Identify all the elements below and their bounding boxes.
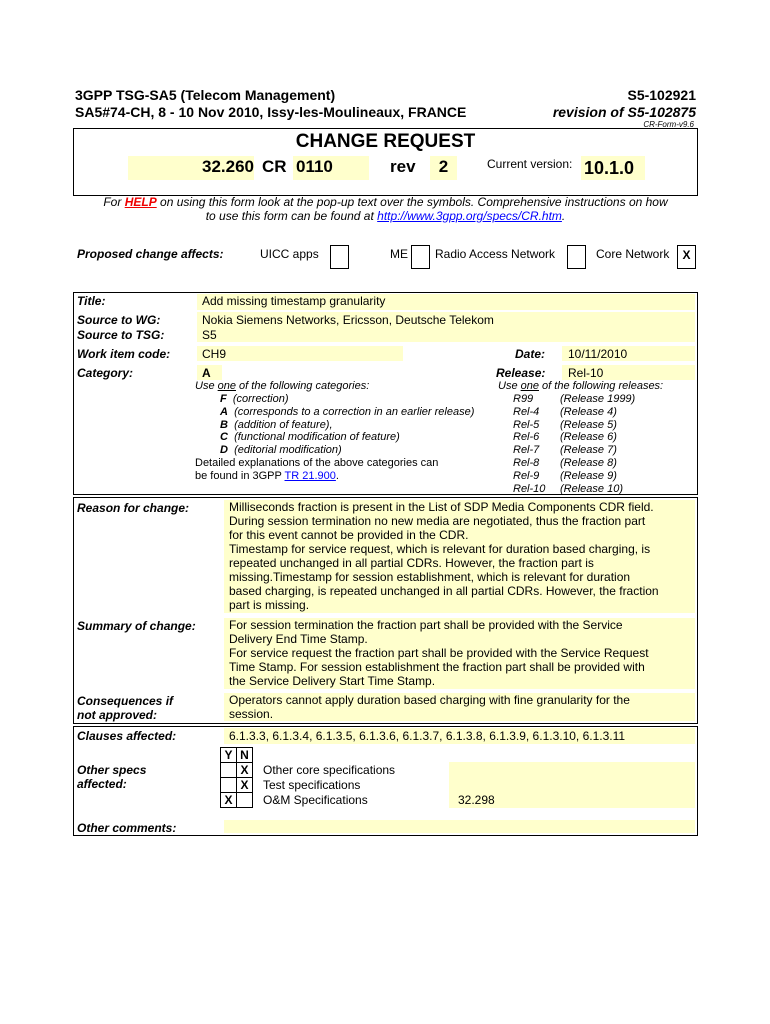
other-specs-label — [77, 763, 146, 791]
category-item — [220, 393, 474, 406]
release-code: Rel-8 — [513, 456, 540, 469]
category-code: C — [220, 431, 228, 444]
reason-line: Timestamp for service request, which is relevant for duration based charging, is — [229, 542, 651, 556]
affects-me-label: ME — [390, 247, 408, 261]
revision-of: revision of S5-102875 — [552, 104, 696, 120]
source-tsg-field[interactable] — [197, 328, 695, 342]
reason-line: for this event cannot be provided in the CDR. — [229, 528, 469, 542]
affects-me-checkbox[interactable] — [411, 245, 430, 269]
release-desc: (Release 10) — [560, 482, 623, 495]
category-desc: (editorial modification) — [234, 444, 342, 457]
releases-intro-text: of the following releases: — [542, 380, 664, 392]
releases-descs — [560, 393, 635, 495]
category-code: F — [220, 393, 227, 405]
category-code: D — [220, 444, 228, 457]
other-spec-label: Test specifications — [263, 778, 361, 792]
cr-form-link[interactable]: http://www.3gpp.org/specs/CR.htm — [377, 209, 562, 223]
summary-line: Time Stamp. For session establishment the fraction part shall be provided with — [229, 660, 645, 674]
doc-number: S5-102921 — [627, 87, 696, 103]
category-item — [220, 444, 474, 457]
release-code: R99 — [513, 393, 534, 405]
affects-ran-checkbox[interactable] — [567, 245, 586, 269]
consequences-field[interactable] — [224, 693, 695, 721]
meeting-location: SA5#74-CH, 8 - 10 Nov 2010, Issy-les-Moulineaux, FRANCE — [75, 104, 467, 120]
release-code: Rel-5 — [513, 418, 540, 431]
spec-number: 32.260 — [202, 157, 254, 176]
om-spec-value: 32.298 — [458, 793, 495, 807]
help-line-1 — [73, 195, 698, 209]
consequences-label-2: not approved: — [77, 708, 157, 722]
categories-intro-text: Use — [195, 380, 215, 392]
title-label: Title: — [77, 294, 106, 308]
spec-n-cell[interactable] — [237, 793, 253, 808]
release-desc: (Release 5) — [560, 418, 617, 431]
reason-field[interactable] — [224, 500, 695, 613]
release-desc: (Release 4) — [560, 405, 617, 418]
reason-line: part is missing. — [229, 598, 310, 612]
help-link[interactable]: HELP — [124, 195, 157, 209]
affects-uicc-label: UICC apps — [260, 247, 319, 261]
tr-21900-link[interactable]: TR 21.900 — [284, 470, 336, 482]
help-text: on using this form look at the pop-up text over the symbols. Comprehensive instructions on how — [160, 195, 668, 209]
reason-line: Milliseconds fraction is present in the List of SDP Media Components CDR field. — [229, 500, 654, 514]
category-code: A — [220, 405, 228, 418]
work-item-field[interactable] — [197, 346, 403, 361]
date-value: 10/11/2010 — [568, 347, 628, 361]
current-version-label: Current version: — [487, 157, 573, 171]
category-desc: (correction) — [232, 393, 289, 405]
cn-mark: X — [682, 248, 691, 262]
source-tsg-label: Source to TSG: — [77, 328, 165, 342]
spec-n-cell[interactable]: X — [237, 763, 253, 778]
categories-detail-1: Detailed explanations of the above categories can — [195, 457, 439, 469]
source-tsg-value: S5 — [202, 328, 217, 342]
release-desc: (Release 9) — [560, 469, 617, 482]
category-desc: (addition of feature), — [234, 418, 333, 431]
category-item — [220, 406, 474, 419]
cr-number: 0110 — [296, 157, 333, 176]
reason-line: repeated unchanged in all partial CDRs. However, the fraction part is — [229, 556, 594, 570]
categories-intro-text: of the following categories: — [239, 380, 370, 392]
reason-line: based charging, is repeated unchanged in all partial CDRs. However, the fraction — [229, 584, 659, 598]
release-code: Rel-9 — [513, 469, 540, 482]
rev-label: rev — [390, 157, 416, 176]
categories-detail-text: . — [335, 470, 339, 482]
release-desc: (Release 7) — [560, 444, 617, 457]
consequences-label-1: Consequences if — [77, 694, 174, 708]
release-value: Rel-10 — [568, 366, 604, 380]
affects-cn-label: Core Network — [596, 247, 670, 261]
category-code: B — [220, 418, 228, 431]
other-spec-label: Other core specifications — [263, 763, 396, 777]
category-item — [220, 431, 474, 444]
other-specs-label-2: affected: — [77, 777, 127, 791]
summary-line: For session termination the fraction part shall be provided with the Service — [229, 618, 623, 632]
summary-line: Delivery End Time Stamp. — [229, 632, 368, 646]
other-specs-grid — [220, 747, 253, 808]
summary-label: Summary of change: — [77, 619, 196, 633]
category-item — [220, 419, 474, 432]
release-code: Rel-7 — [513, 444, 540, 457]
comments-field[interactable] — [224, 820, 695, 833]
spec-n-cell[interactable]: X — [237, 778, 253, 793]
summary-field[interactable] — [224, 618, 695, 689]
rev-number: 2 — [438, 157, 449, 176]
release-desc: (Release 8) — [560, 456, 617, 469]
help-text: to use this form can be found at — [205, 209, 374, 223]
help-line-2 — [73, 209, 698, 223]
consequences-line: session. — [229, 707, 274, 721]
categories-list — [220, 393, 474, 457]
categories-intro — [195, 380, 369, 393]
categories-detail-text: be found in 3GPP — [195, 470, 282, 482]
release-desc: (Release 6) — [560, 431, 617, 444]
categories-detail-2 — [195, 470, 339, 483]
releases-intro — [498, 380, 663, 393]
consequences-line: Operators cannot apply duration based charging with fine granularity for the — [229, 693, 630, 707]
reason-label: Reason for change: — [77, 501, 190, 515]
spec-y-cell[interactable]: X — [221, 793, 237, 808]
releases-intro-text: Use — [498, 380, 518, 392]
work-item-value: CH9 — [202, 347, 227, 361]
category-desc: (functional modification of feature) — [234, 431, 400, 444]
summary-line: the Service Delivery Start Time Stamp. — [229, 674, 436, 688]
release-label: Release: — [496, 366, 546, 380]
release-desc: (Release 1999) — [560, 393, 636, 405]
form-version: CR-Form-v9.6 — [643, 120, 694, 129]
cr-label: CR — [262, 157, 287, 176]
releases-codes — [513, 393, 545, 495]
releases-intro-one: one — [520, 380, 539, 392]
current-version: 10.1.0 — [584, 158, 635, 178]
cr-title: CHANGE REQUEST — [295, 131, 476, 152]
category-desc: (corresponds to a correction in an earlier release) — [234, 405, 475, 418]
y-header: Y — [221, 748, 237, 763]
n-header: N — [237, 748, 253, 763]
summary-line: For service request the fraction part shall be provided with the Service Request — [229, 646, 649, 660]
release-code: Rel-6 — [513, 431, 540, 444]
affects-ran-label: Radio Access Network — [435, 247, 556, 261]
category-label: Category: — [77, 366, 134, 380]
other-spec-label: O&M Specifications — [263, 793, 368, 807]
comments-label: Other comments: — [77, 821, 177, 835]
reason-line: missing.Timestamp for session establishment, which is relevant for duration — [229, 570, 631, 584]
spec-y-cell[interactable] — [221, 778, 237, 793]
other-specs-label-1: Other specs — [77, 763, 147, 777]
category-value: A — [202, 366, 211, 380]
title-value: Add missing timestamp granularity — [202, 294, 386, 308]
affects-label: Proposed change affects: — [77, 247, 224, 261]
clauses-label: Clauses affected: — [77, 729, 177, 743]
consequences-label — [77, 694, 173, 722]
clauses-value: 6.1.3.3, 6.1.3.4, 6.1.3.5, 6.1.3.6, 6.1.3.7, 6.1.3.8, 6.1.3.9, 6.1.3.10, 6.1.3.11 — [229, 729, 626, 743]
help-text: For — [103, 195, 122, 209]
help-text: . — [561, 209, 566, 223]
date-label: Date: — [515, 347, 546, 361]
affects-cn-checkbox[interactable] — [677, 245, 696, 269]
affects-uicc-checkbox[interactable] — [330, 245, 349, 269]
categories-intro-one: one — [217, 380, 236, 392]
release-code: Rel-10 — [513, 482, 546, 495]
work-item-label: Work item code: — [77, 347, 171, 361]
reason-line: During session termination no new media are negotiated, thus the fraction part — [229, 514, 646, 528]
meeting-title: 3GPP TSG-SA5 (Telecom Management) — [75, 87, 336, 103]
release-code: Rel-4 — [513, 405, 540, 418]
source-wg-value: Nokia Siemens Networks, Ericsson, Deutsche Telekom — [202, 313, 494, 327]
source-wg-label: Source to WG: — [77, 313, 161, 327]
spec-y-cell[interactable] — [221, 763, 237, 778]
